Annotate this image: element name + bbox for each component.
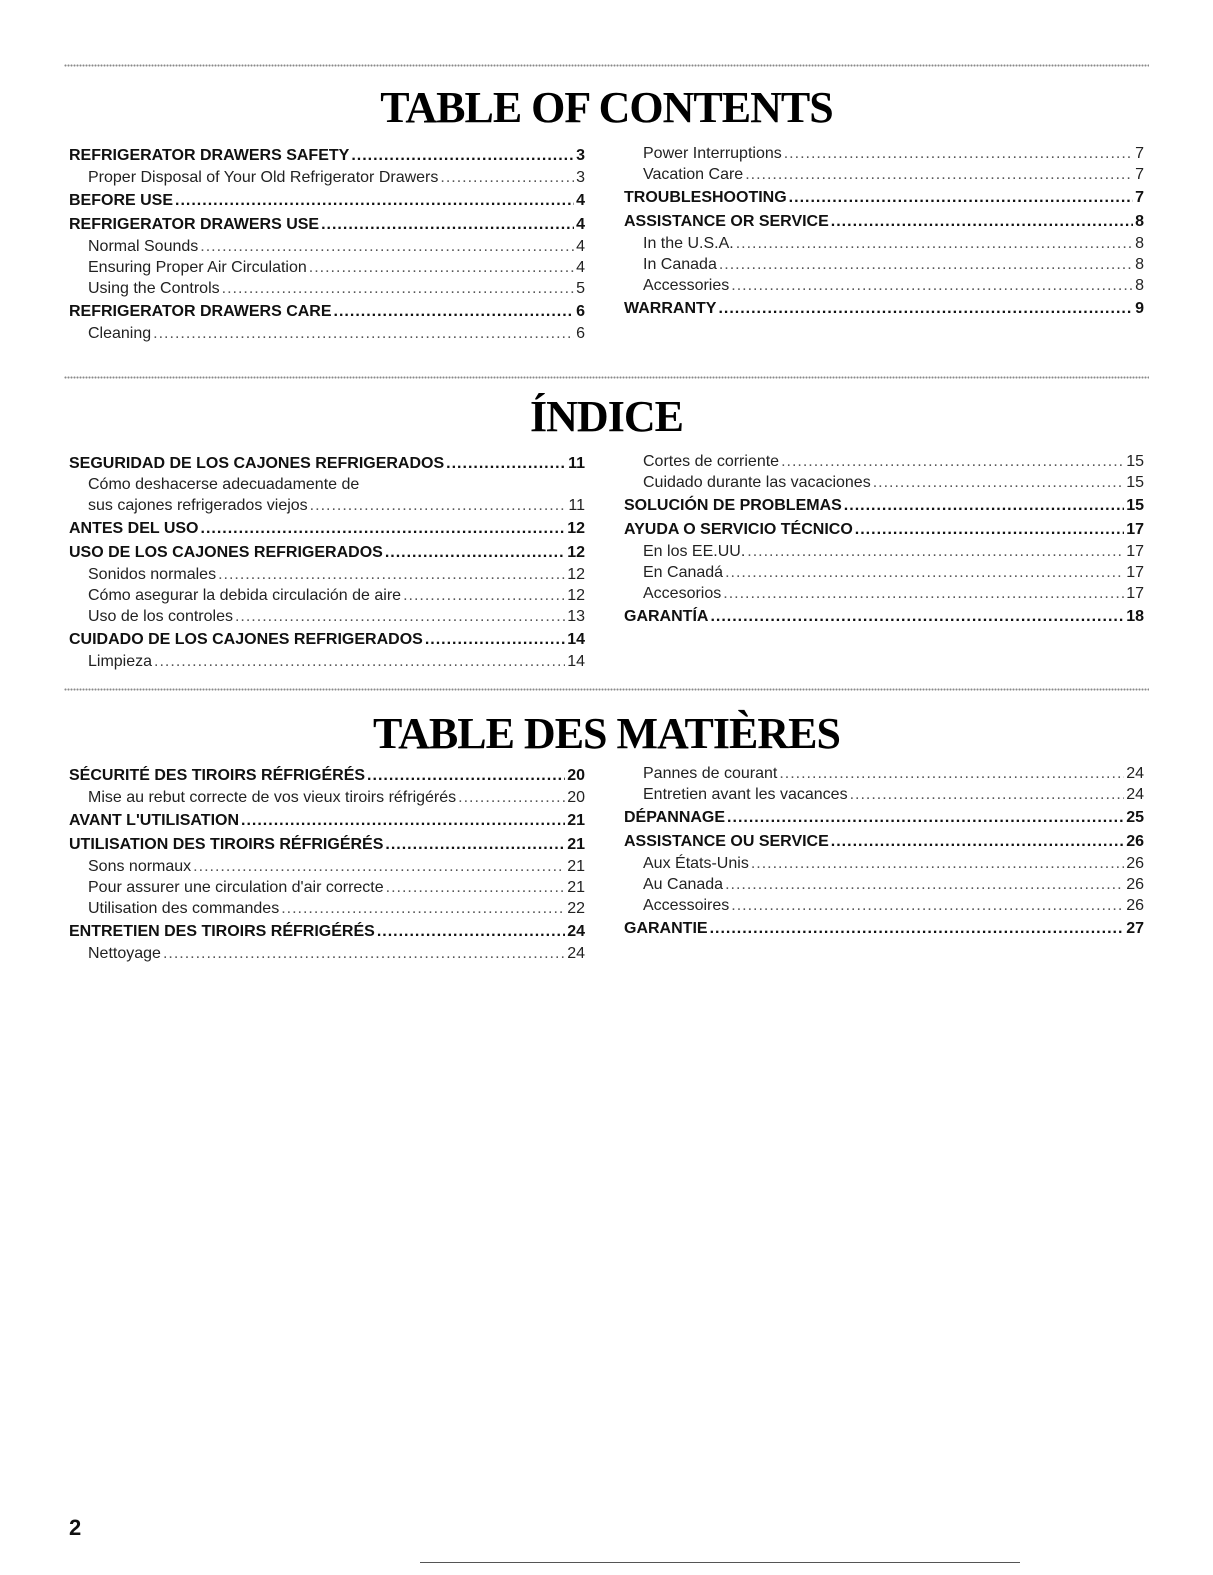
- toc-entry-title: sus cajones refrigerados viejos: [88, 497, 308, 514]
- toc-entry-title: Pour assurer une circulation d'air correcte: [88, 879, 384, 896]
- toc-page-number: 3: [576, 147, 585, 164]
- toc-entry-title: Sons normaux: [88, 858, 192, 875]
- toc-entry-title: Accessories: [643, 277, 730, 294]
- toc-entry-title: ENTRETIEN DES TIROIRS RÉFRIGÉRÉS: [69, 923, 375, 940]
- toc-entry-title: Mise au rebut correcte de vos vieux tiroirs réfrigérés: [88, 789, 457, 806]
- dot-leader: [831, 830, 1124, 853]
- dot-leader: [736, 233, 1133, 254]
- toc-entry-title: In Canada: [643, 256, 717, 273]
- dot-leader: [218, 564, 565, 585]
- toc-subentry: [624, 895, 1144, 916]
- toc-subentry: [69, 564, 585, 585]
- toc-heading-entry: [69, 920, 585, 943]
- dot-leader: [784, 143, 1133, 164]
- dotted-rule: [64, 376, 1149, 381]
- toc-entry-title: Uso de los controles: [88, 608, 233, 625]
- toc-heading-entry: [69, 628, 585, 651]
- dot-leader: [367, 764, 565, 787]
- toc-entry-title: CUIDADO DE LOS CAJONES REFRIGERADOS: [69, 631, 423, 648]
- toc-entry-title: BEFORE USE: [69, 192, 174, 209]
- dot-leader: [727, 806, 1124, 829]
- toc-entry-title: Pannes de courant: [643, 765, 778, 782]
- dot-leader: [751, 853, 1124, 874]
- toc-subentry: [69, 651, 585, 672]
- toc-subentry: [624, 254, 1144, 275]
- toc-entry-title: Vacation Care: [643, 166, 744, 183]
- toc-entry-title: Cuidado durante las vacaciones: [643, 474, 871, 491]
- toc-entry-title: AVANT L'UTILISATION: [69, 812, 240, 829]
- toc-page-number: 9: [1135, 300, 1144, 317]
- toc-page-number: 6: [576, 303, 585, 320]
- toc-page-number: 4: [576, 216, 585, 233]
- toc-subentry: [624, 583, 1144, 604]
- toc-entry-title: SÉCURITÉ DES TIROIRS RÉFRIGÉRÉS: [69, 767, 366, 784]
- toc-page-number: 7: [1135, 145, 1144, 162]
- toc-page-number: 14: [567, 653, 585, 670]
- toc-page-number: 21: [567, 836, 585, 853]
- toc-entry-title: Au Canada: [643, 876, 724, 893]
- dot-leader: [719, 254, 1133, 275]
- toc-entry-title: DÉPANNAGE: [624, 809, 726, 826]
- toc-column-spanish-right: [624, 451, 1144, 628]
- dot-leader: [725, 562, 1124, 583]
- toc-page-number: 3: [576, 169, 585, 186]
- toc-entry-title: Cómo asegurar la debida circulación de aire: [88, 587, 402, 604]
- toc-page-number: 13: [567, 608, 585, 625]
- section-title-spanish: ÍNDICE: [530, 392, 683, 441]
- dot-leader: [163, 943, 565, 964]
- toc-subentry: [69, 278, 585, 299]
- dot-leader: [377, 920, 565, 943]
- toc-page-number: 11: [568, 497, 585, 514]
- toc-page-number: 15: [1126, 474, 1144, 491]
- dot-leader: [731, 275, 1133, 296]
- toc-entry-title: Aux États-Unis: [643, 855, 749, 872]
- dot-leader: [309, 257, 574, 278]
- toc-page-number: 11: [568, 455, 585, 472]
- toc-heading-entry: [624, 806, 1144, 829]
- toc-subentry: [69, 943, 585, 964]
- dot-leader: [844, 494, 1124, 517]
- dot-leader: [458, 787, 565, 808]
- toc-entry-title: REFRIGERATOR DRAWERS SAFETY: [69, 147, 350, 164]
- toc-subentry: [69, 475, 585, 495]
- dot-leader: [745, 164, 1133, 185]
- toc-entry-title: REFRIGERATOR DRAWERS CARE: [69, 303, 332, 320]
- toc-subentry: [624, 562, 1144, 583]
- toc-page-number: 26: [1126, 833, 1144, 850]
- toc-page-number: 12: [567, 566, 585, 583]
- toc-entry-title: Accesorios: [643, 585, 722, 602]
- dot-leader: [201, 517, 566, 540]
- toc-page-number: 24: [567, 945, 585, 962]
- dot-leader: [385, 541, 565, 564]
- toc-heading-entry: [624, 494, 1144, 517]
- dot-leader: [321, 213, 574, 236]
- dotted-rule: [64, 688, 1149, 693]
- toc-subentry: [69, 787, 585, 808]
- toc-subentry: [69, 877, 585, 898]
- dot-leader: [873, 472, 1125, 493]
- toc-page-number: 12: [567, 587, 585, 604]
- toc-heading-entry: [69, 213, 585, 236]
- toc-entry-title: Utilisation des commandes: [88, 900, 280, 917]
- toc-page-number: 6: [576, 325, 585, 342]
- toc-heading-entry: [69, 189, 585, 212]
- toc-heading-entry: [69, 833, 585, 856]
- toc-subentry: [624, 143, 1144, 164]
- dot-leader: [386, 877, 566, 898]
- toc-page-number: 21: [567, 812, 585, 829]
- toc-column-spanish-left: [69, 451, 585, 672]
- dot-leader: [831, 210, 1133, 233]
- dot-leader: [723, 583, 1124, 604]
- toc-heading-entry: [624, 518, 1144, 541]
- toc-entry-title: Sonidos normales: [88, 566, 217, 583]
- toc-entry-title: REFRIGERATOR DRAWERS USE: [69, 216, 320, 233]
- toc-heading-entry: [69, 300, 585, 323]
- dot-leader: [779, 763, 1124, 784]
- dot-leader: [200, 236, 574, 257]
- toc-entry-title: SEGURIDAD DE LOS CAJONES REFRIGERADOS: [69, 455, 445, 472]
- dot-leader: [425, 628, 565, 651]
- toc-subentry: [624, 763, 1144, 784]
- toc-page-number: 24: [1126, 765, 1144, 782]
- dot-leader: [850, 784, 1125, 805]
- toc-entry-title: En los EE.UU.: [643, 543, 746, 560]
- toc-column-english-right: [624, 143, 1144, 320]
- page-number: 2: [69, 1515, 82, 1540]
- dot-leader: [710, 605, 1124, 628]
- toc-page-number: 21: [567, 858, 585, 875]
- toc-entry-title: In the U.S.A.: [643, 235, 734, 252]
- toc-page-number: 4: [576, 192, 585, 209]
- dot-leader: [725, 874, 1124, 895]
- toc-subentry: [69, 323, 585, 344]
- toc-heading-entry: [624, 210, 1144, 233]
- dot-leader: [351, 144, 574, 167]
- toc-page-number: 17: [1126, 543, 1144, 560]
- toc-subentry: [624, 541, 1144, 562]
- toc-entry-title: TROUBLESHOOTING: [624, 189, 787, 206]
- toc-entry-title: Cómo deshacerse adecuadamente de: [88, 476, 360, 493]
- toc-entry-title: ANTES DEL USO: [69, 520, 199, 537]
- toc-page-number: 4: [576, 238, 585, 255]
- dot-leader: [235, 606, 565, 627]
- dot-leader: [222, 278, 574, 299]
- toc-page-number: 12: [567, 544, 585, 561]
- toc-subentry: [69, 856, 585, 877]
- footer-rule: [420, 1562, 1020, 1563]
- toc-entry-title: Accessoires: [643, 897, 730, 914]
- dot-leader: [310, 495, 567, 516]
- toc-entry-title: USO DE LOS CAJONES REFRIGERADOS: [69, 544, 383, 561]
- toc-page-number: 8: [1135, 213, 1144, 230]
- toc-page-number: 26: [1126, 897, 1144, 914]
- dot-leader: [731, 895, 1124, 916]
- toc-subentry: [624, 451, 1144, 472]
- toc-entry-title: SOLUCIÓN DE PROBLEMAS: [624, 497, 842, 514]
- toc-page-number: 15: [1126, 453, 1144, 470]
- toc-subentry: [624, 784, 1144, 805]
- toc-page-number: 15: [1126, 497, 1144, 514]
- toc-heading-entry: [624, 830, 1144, 853]
- dot-leader: [175, 189, 574, 212]
- toc-column-english-left: [69, 143, 585, 344]
- toc-entry-title: GARANTIE: [624, 920, 708, 937]
- toc-entry-title: Proper Disposal of Your Old Refrigerator Drawers: [88, 169, 439, 186]
- toc-subentry: [69, 495, 585, 516]
- toc-entry-title: AYUDA O SERVICIO TÉCNICO: [624, 521, 853, 538]
- toc-page-number: 26: [1126, 855, 1144, 872]
- toc-heading-entry: [624, 186, 1144, 209]
- dot-leader: [747, 541, 1124, 562]
- dot-leader: [789, 186, 1133, 209]
- toc-page-number: 7: [1135, 189, 1144, 206]
- toc-subentry: [624, 275, 1144, 296]
- toc-subentry: [69, 898, 585, 919]
- toc-heading-entry: [69, 809, 585, 832]
- toc-page-number: 25: [1126, 809, 1144, 826]
- dot-leader: [855, 518, 1124, 541]
- section-title-french: TABLE DES MATIÈRES: [373, 709, 840, 758]
- toc-entry-title: ASSISTANCE OU SERVICE: [624, 833, 829, 850]
- dot-leader: [710, 917, 1125, 940]
- toc-page-number: 21: [567, 879, 585, 896]
- toc-subentry: [624, 233, 1144, 254]
- toc-column-french-left: [69, 763, 585, 964]
- toc-page-number: 8: [1135, 277, 1144, 294]
- toc-entry-title: Ensuring Proper Air Circulation: [88, 259, 307, 276]
- toc-heading-entry: [624, 917, 1144, 940]
- toc-heading-entry: [69, 764, 585, 787]
- toc-page-number: 4: [576, 259, 585, 276]
- section-title-english: TABLE OF CONTENTS: [380, 83, 833, 132]
- toc-entry-title: En Canadá: [643, 564, 724, 581]
- toc-entry-title: Using the Controls: [88, 280, 220, 297]
- toc-entry-title: WARRANTY: [624, 300, 717, 317]
- toc-heading-entry: [69, 517, 585, 540]
- toc-heading-entry: [69, 144, 585, 167]
- toc-subentry: [69, 257, 585, 278]
- toc-entry-title: Nettoyage: [88, 945, 161, 962]
- toc-subentry: [624, 164, 1144, 185]
- toc-entry-title: Limpieza: [88, 653, 153, 670]
- toc-entry-title: Cortes de corriente: [643, 453, 780, 470]
- dot-leader: [718, 297, 1133, 320]
- dot-leader: [281, 898, 565, 919]
- dot-leader: [446, 452, 566, 475]
- toc-entry-title: Entretien avant les vacances: [643, 786, 848, 803]
- dot-leader: [781, 451, 1124, 472]
- toc-page-number: 17: [1126, 564, 1144, 581]
- toc-page-number: 22: [567, 900, 585, 917]
- toc-entry-title: Power Interruptions: [643, 145, 782, 162]
- toc-heading-entry: [69, 452, 585, 475]
- toc-page-number: 14: [567, 631, 585, 648]
- dot-leader: [153, 323, 574, 344]
- toc-page-number: 26: [1126, 876, 1144, 893]
- toc-subentry: [624, 874, 1144, 895]
- dot-leader: [440, 167, 574, 188]
- toc-page-number: 20: [567, 767, 585, 784]
- dot-leader: [193, 856, 565, 877]
- toc-page-number: 17: [1126, 521, 1144, 538]
- toc-page-number: 27: [1126, 920, 1144, 937]
- toc-page-number: 24: [1126, 786, 1144, 803]
- dot-leader: [154, 651, 565, 672]
- toc-entry-title: Normal Sounds: [88, 238, 199, 255]
- toc-entry-title: GARANTÍA: [624, 608, 709, 625]
- toc-subentry: [69, 167, 585, 188]
- toc-entry-title: Cleaning: [88, 325, 152, 342]
- toc-page-number: 7: [1135, 166, 1144, 183]
- dot-leader: [385, 833, 565, 856]
- toc-entry-title: UTILISATION DES TIROIRS RÉFRIGÉRÉS: [69, 836, 384, 853]
- toc-page-number: 8: [1135, 235, 1144, 252]
- toc-page-number: 20: [567, 789, 585, 806]
- toc-subentry: [624, 853, 1144, 874]
- toc-page-number: 24: [567, 923, 585, 940]
- toc-page-number: 12: [567, 520, 585, 537]
- toc-page-number: 5: [576, 280, 585, 297]
- toc-subentry: [69, 585, 585, 606]
- dot-leader: [403, 585, 565, 606]
- toc-page-number: 8: [1135, 256, 1144, 273]
- toc-entry-title: ASSISTANCE OR SERVICE: [624, 213, 829, 230]
- dot-leader: [334, 300, 575, 323]
- dot-leader: [241, 809, 565, 832]
- toc-subentry: [69, 236, 585, 257]
- toc-heading-entry: [69, 541, 585, 564]
- toc-subentry: [624, 472, 1144, 493]
- toc-heading-entry: [624, 605, 1144, 628]
- dotted-rule: [64, 64, 1149, 69]
- toc-column-french-right: [624, 763, 1144, 940]
- toc-page-number: 17: [1126, 585, 1144, 602]
- toc-heading-entry: [624, 297, 1144, 320]
- toc-page-number: 18: [1126, 608, 1144, 625]
- toc-subentry: [69, 606, 585, 627]
